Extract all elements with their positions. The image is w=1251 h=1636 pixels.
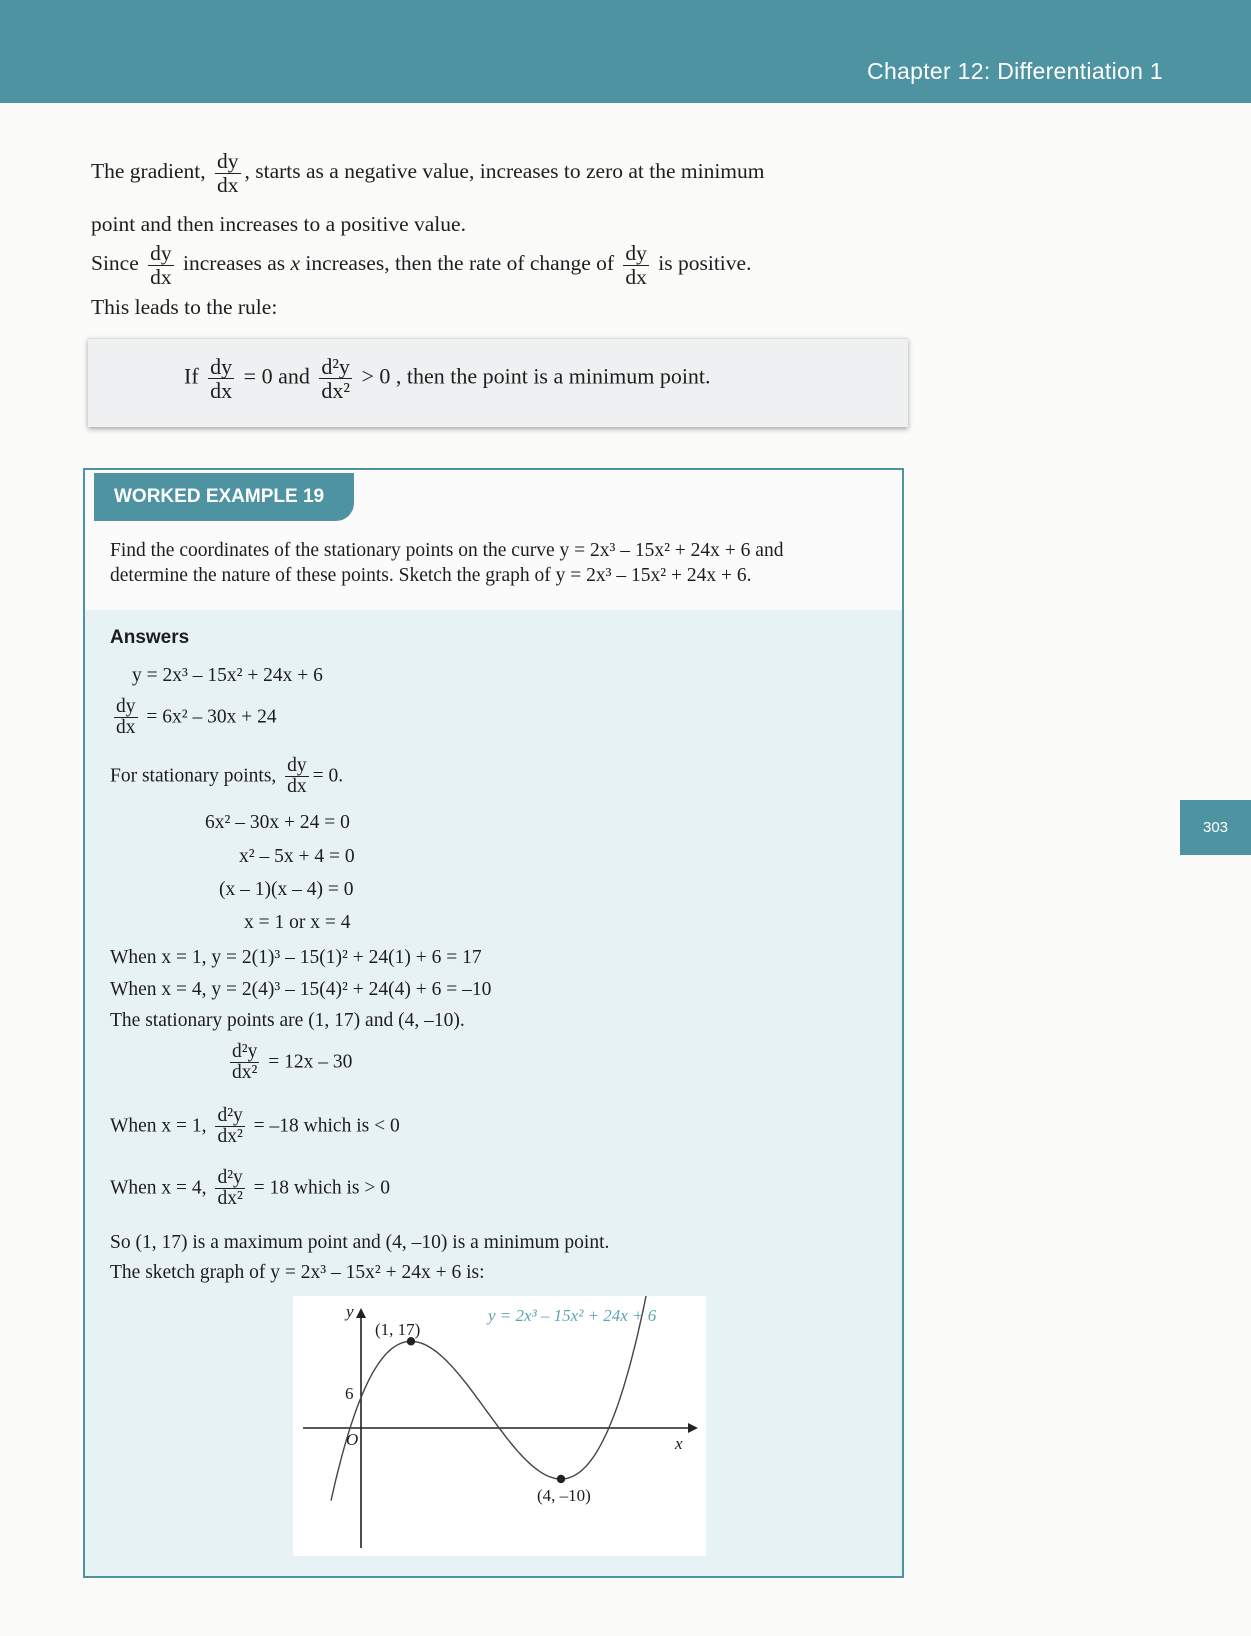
answer-text: When x = 1, <box>110 1115 207 1137</box>
intro-text: increases, then the rate of change of <box>305 251 615 275</box>
intro-text: , starts as a negative value, increases to zero at the minimum <box>244 159 765 183</box>
answer-line: The sketch graph of y = 2x³ – 15x² + 24x + 6 is: <box>110 1262 485 1283</box>
answer-line <box>110 756 343 798</box>
answer-line: x = 1 or x = 4 <box>244 912 351 933</box>
minimum-rule <box>184 355 711 402</box>
d2y-dx2-fraction <box>230 1042 259 1084</box>
rule-text-part: = 0 and <box>243 363 310 389</box>
origin-label: O <box>346 1430 359 1449</box>
dy-dx-fraction <box>148 242 174 288</box>
intro-text: Since <box>91 251 139 275</box>
sketch-graph <box>293 1296 706 1556</box>
intro-line-4: This leads to the rule: <box>91 295 278 319</box>
frac-num: d²y <box>321 354 350 379</box>
intro-var: x <box>290 251 301 275</box>
answer-text: = 6x² – 30x + 24 <box>146 706 277 728</box>
answer-line: The stationary points are (1, 17) and (4, –10). <box>110 1010 465 1031</box>
answer-line <box>226 1042 352 1084</box>
curve-equation-label: y = 2x³ – 15x² + 24x + 6 <box>488 1306 657 1325</box>
dy-dx-fraction <box>215 150 241 196</box>
intro-text: increases as <box>183 251 286 275</box>
frac-den: dx <box>217 172 239 197</box>
d2y-dx2-fraction <box>319 355 352 402</box>
rule-box <box>88 338 908 427</box>
frac-den: dx <box>150 264 172 289</box>
frac-den: dx² <box>217 1126 243 1148</box>
dy-dx-fraction <box>208 355 234 402</box>
question-line-1: Find the coordinates of the stationary points on the curve y = 2x³ – 15x² + 24x + 6 and <box>110 540 784 561</box>
frac-den: dx² <box>321 378 350 404</box>
rule-text-part: If <box>184 363 199 389</box>
min-point-label: (4, –10) <box>537 1486 591 1505</box>
intro-line-2: point and then increases to a positive value. <box>91 212 466 236</box>
dy-dx-fraction <box>285 756 309 798</box>
answer-line: 6x² – 30x + 24 = 0 <box>205 812 350 833</box>
frac-num: dy <box>625 241 647 265</box>
graph-svg <box>293 1296 706 1556</box>
frac-num: dy <box>217 149 239 173</box>
frac-den: dx <box>116 717 136 739</box>
page-number-tab: 303 <box>1180 800 1251 855</box>
answers-heading: Answers <box>110 627 190 648</box>
frac-num: dy <box>150 241 172 265</box>
answer-line: So (1, 17) is a maximum point and (4, –10) is a minimum point. <box>110 1232 610 1253</box>
rule-text-part: > 0 , then the point is a minimum point. <box>361 363 711 389</box>
intro-line-3 <box>91 242 751 288</box>
frac-num: d²y <box>217 1167 243 1188</box>
answer-line <box>110 697 277 739</box>
question-line-2: determine the nature of these points. Sketch the graph of y = 2x³ – 15x² + 24x + 6. <box>110 565 752 586</box>
dy-dx-fraction <box>114 697 138 739</box>
minimum-point-marker <box>557 1475 565 1483</box>
answer-line: y = 2x³ – 15x² + 24x + 6 <box>132 665 323 686</box>
answer-line: When x = 1, y = 2(1)³ – 15(1)² + 24(1) + 6 = 17 <box>110 947 482 968</box>
answer-line: When x = 4, y = 2(4)³ – 15(4)² + 24(4) + 6 = –10 <box>110 979 492 1000</box>
frac-den: dx <box>625 264 647 289</box>
intro-text: is positive. <box>658 251 752 275</box>
answer-text: = –18 which is < 0 <box>253 1115 400 1137</box>
frac-num: d²y <box>217 1105 243 1126</box>
x-axis-arrow <box>688 1423 698 1433</box>
frac-den: dx <box>210 378 233 404</box>
frac-den: dx² <box>232 1062 258 1084</box>
answer-text: When x = 4, <box>110 1177 207 1199</box>
worked-example-label: WORKED EXAMPLE 19 <box>94 473 354 521</box>
chapter-title: Chapter 12: Differentiation 1 <box>867 58 1163 84</box>
answer-text: For stationary points, <box>110 765 277 787</box>
frac-den: dx² <box>217 1188 243 1210</box>
d2y-dx2-fraction <box>215 1106 244 1148</box>
y-axis-arrow <box>356 1308 366 1318</box>
intro-text: The gradient, <box>91 159 206 183</box>
intro-line-1 <box>91 150 765 196</box>
answer-line: (x – 1)(x – 4) = 0 <box>219 879 354 900</box>
answer-text: = 0. <box>312 765 344 787</box>
d2y-dx2-fraction <box>215 1168 244 1210</box>
answer-line <box>110 1106 400 1148</box>
frac-num: dy <box>116 696 136 717</box>
y-intercept-label: 6 <box>345 1384 354 1403</box>
frac-num: dy <box>210 354 233 379</box>
chapter-header <box>0 0 1251 103</box>
frac-den: dx <box>287 776 307 798</box>
max-point-label: (1, 17) <box>375 1320 421 1339</box>
frac-num: dy <box>287 755 307 776</box>
x-axis-label: x <box>675 1434 683 1453</box>
answer-line: x² – 5x + 4 = 0 <box>239 846 355 867</box>
answer-text: = 18 which is > 0 <box>253 1177 390 1199</box>
answer-line <box>110 1168 390 1210</box>
answer-text: = 12x – 30 <box>268 1051 353 1073</box>
frac-num: d²y <box>232 1041 258 1062</box>
y-axis-label: y <box>346 1302 354 1321</box>
dy-dx-fraction <box>623 242 649 288</box>
